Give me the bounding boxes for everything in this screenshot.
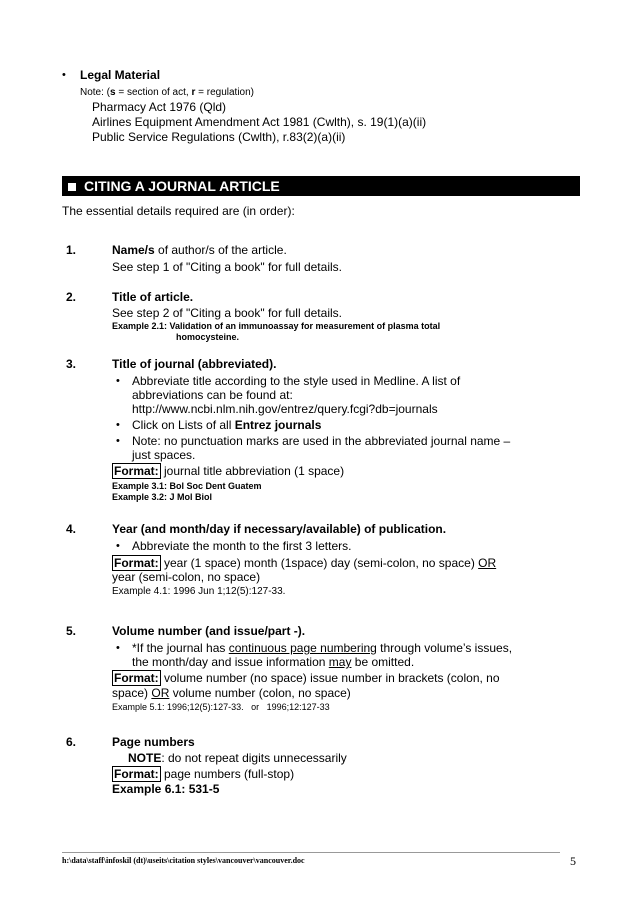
bullet-text: Click on Lists of all Entrez journals — [132, 418, 322, 432]
step-text: See step 1 of "Citing a book" for full details. — [112, 260, 342, 274]
format-label: Format: — [114, 464, 159, 478]
section-intro: The essential details required are (in order): — [62, 204, 295, 218]
step-example: Example 6.1: 531-5 — [112, 782, 220, 796]
step-example: Example 3.2: J Mol Biol — [112, 492, 213, 502]
format-label: Format: — [114, 671, 159, 685]
format-line-cont: space) OR volume number (colon, no space) — [112, 686, 351, 700]
format-line: Format: page numbers (full-stop) — [114, 767, 295, 781]
journals-url: http://www.ncbi.nlm.nih.gov/entrez/query.fcgi?db=journals — [132, 402, 438, 416]
legal-item: Public Service Regulations (Cwlth), r.83(2)(a)(ii) — [92, 130, 346, 144]
format-label: Format: — [114, 556, 159, 570]
section-heading: CITING A JOURNAL ARTICLE — [62, 176, 580, 196]
bullet-text: *If the journal has continuous page numbering through volume’s issues, — [132, 641, 513, 655]
step-example: Example 2.1: Validation of an immunoassay for measurement of plasma total — [112, 321, 441, 331]
step-title: Year (and month/day if necessary/available) of publication. — [112, 522, 447, 536]
legal-item: Pharmacy Act 1976 (Qld) — [92, 100, 227, 114]
step-number: 2. — [66, 290, 77, 304]
list-bullet: • — [116, 435, 120, 447]
list-bullet: • — [116, 419, 120, 431]
step-number: 4. — [66, 522, 77, 536]
bullet-text: Abbreviate title according to the style used in Medline. A list of — [132, 374, 461, 388]
step-note: NOTE: do not repeat digits unnecessarily — [128, 751, 347, 765]
legal-note: Note: (s = section of act, r = regulation) — [80, 87, 255, 98]
step-number: 3. — [66, 357, 77, 371]
format-line: Format: year (1 space) month (1space) day (semi-colon, no space) OR — [114, 556, 497, 570]
bullet-text: abbreviations can be found at: — [132, 388, 293, 402]
format-label: Format: — [114, 767, 159, 781]
legal-heading: Legal Material — [80, 68, 161, 82]
bullet-text: the month/day and issue information may be omitted. — [132, 655, 415, 669]
footer-divider — [62, 852, 560, 853]
footer-path: h:\data\staff\infoskil (dt)\useits\citation styles\vancouver\vancouver.doc — [62, 856, 305, 865]
step-example: Example 5.1: 1996;12(5):127-33. or 1996;12:127-33 — [112, 702, 330, 712]
format-line: Format: volume number (no space) issue number in brackets (colon, no — [114, 671, 500, 685]
list-bullet: • — [116, 375, 120, 387]
step-number: 1. — [66, 243, 77, 257]
step-title: Page numbers — [112, 735, 195, 749]
step-title: Name/s of author/s of the article. — [112, 243, 287, 257]
step-example-cont: homocysteine. — [176, 332, 240, 342]
step-number: 5. — [66, 624, 77, 638]
step-example: Example 3.1: Bol Soc Dent Guatem — [112, 481, 262, 491]
list-bullet: • — [116, 540, 120, 552]
step-example: Example 4.1: 1996 Jun 1;12(5):127-33. — [112, 586, 286, 597]
bullet-text: Abbreviate the month to the first 3 letters. — [132, 539, 352, 553]
legal-bullet: • — [62, 69, 66, 81]
list-bullet: • — [116, 642, 120, 654]
bullet-text: just spaces. — [132, 448, 196, 462]
page-number: 5 — [570, 854, 576, 868]
format-line: Format: journal title abbreviation (1 space) — [114, 464, 345, 478]
step-title: Volume number (and issue/part -). — [112, 624, 306, 638]
step-title: Title of journal (abbreviated). — [112, 357, 277, 371]
step-title: Title of article. — [112, 290, 194, 304]
step-text: See step 2 of "Citing a book" for full details. — [112, 306, 342, 320]
bullet-text: Note: no punctuation marks are used in the abbreviated journal name – — [132, 434, 511, 448]
square-bullet-icon — [68, 183, 76, 191]
step-number: 6. — [66, 735, 77, 749]
format-line-cont: year (semi-colon, no space) — [112, 570, 261, 584]
legal-item: Airlines Equipment Amendment Act 1981 (Cwlth), s. 19(1)(a)(ii) — [92, 115, 427, 129]
